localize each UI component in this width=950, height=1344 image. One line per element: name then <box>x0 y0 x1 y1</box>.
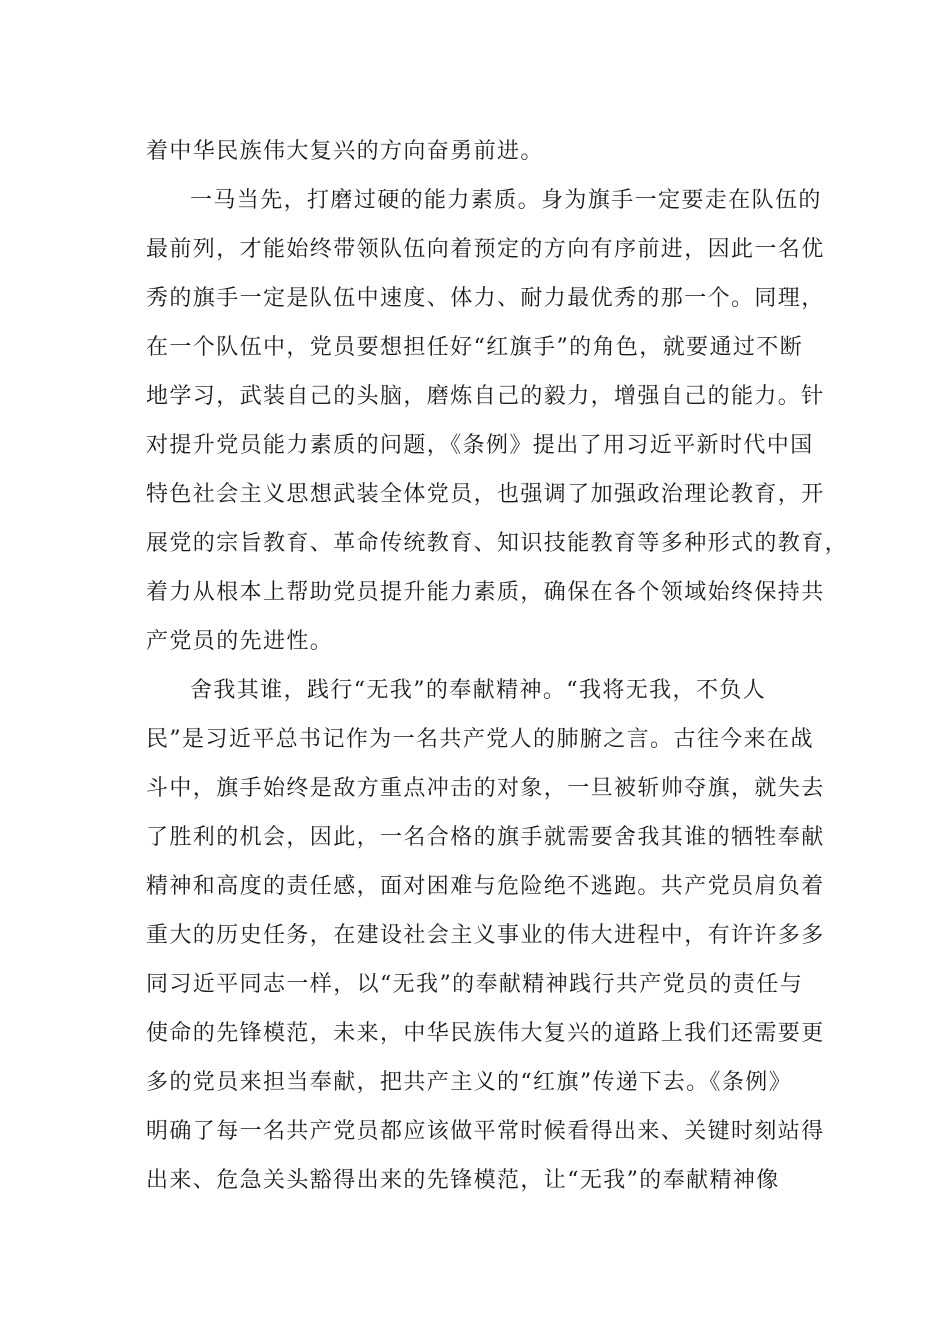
text-line: 同习近平同志一样，以“无我”的奉献精神践行共产党员的责任与 <box>146 972 804 997</box>
text-line: 了胜利的机会，因此，一名合格的旗手就需要舍我其谁的牺牲奉献 <box>146 825 825 850</box>
text-line: 秀的旗手一定是队伍中速度、体力、耐力最优秀的那一个。同理， <box>146 286 825 311</box>
text-line: 精神和高度的责任感，面对困难与危险绝不逃跑。共产党员肩负着 <box>146 874 825 899</box>
text-line: 在一个队伍中，党员要想担任好“红旗手”的角色，就要通过不断 <box>146 335 804 360</box>
text-line: 地学习，武装自己的头脑，磨炼自己的毅力，增强自己的能力。针 <box>146 384 825 409</box>
paragraph-first-line: 一马当先，打磨过硬的能力素质。身为旗手一定要走在队伍的 <box>190 188 822 213</box>
text-line: 明确了每一名共产党员都应该做平常时候看得出来、关键时刻站得 <box>146 1119 825 1144</box>
text-line: 着中华民族伟大复兴的方向奋勇前进。 <box>146 139 544 164</box>
text-line: 斗中，旗手始终是敌方重点冲击的对象，一旦被斩帅夺旗，就失去 <box>146 776 825 801</box>
paragraph-first-line: 舍我其谁，践行“无我”的奉献精神。“我将无我，不负人 <box>190 678 767 703</box>
text-line: 使命的先锋模范，未来，中华民族伟大复兴的道路上我们还需要更 <box>146 1021 825 1046</box>
text-line: 重大的历史任务，在建设社会主义事业的伟大进程中，有许许多多 <box>146 923 825 948</box>
text-line: 对提升党员能力素质的问题，《条例》提出了用习近平新时代中国 <box>146 433 814 458</box>
text-line: 最前列，才能始终带领队伍向着预定的方向有序前进，因此一名优 <box>146 237 825 262</box>
text-line: 展党的宗旨教育、革命传统教育、知识技能教育等多种形式的教育， <box>146 531 849 556</box>
text-line: 产党员的先进性。 <box>146 629 334 654</box>
text-line: 出来、危急关头豁得出来的先锋模范，让“无我”的奉献精神像 <box>146 1168 780 1193</box>
text-line: 特色社会主义思想武装全体党员，也强调了加强政治理论教育，开 <box>146 482 825 507</box>
text-line: 多的党员来担当奉献，把共产主义的“红旗”传递下去。《条例》 <box>146 1070 793 1095</box>
text-line: 民”是习近平总书记作为一名共产党人的肺腑之言。古往今来在战 <box>146 727 814 752</box>
text-line: 着力从根本上帮助党员提升能力素质，确保在各个领域始终保持共 <box>146 580 825 605</box>
